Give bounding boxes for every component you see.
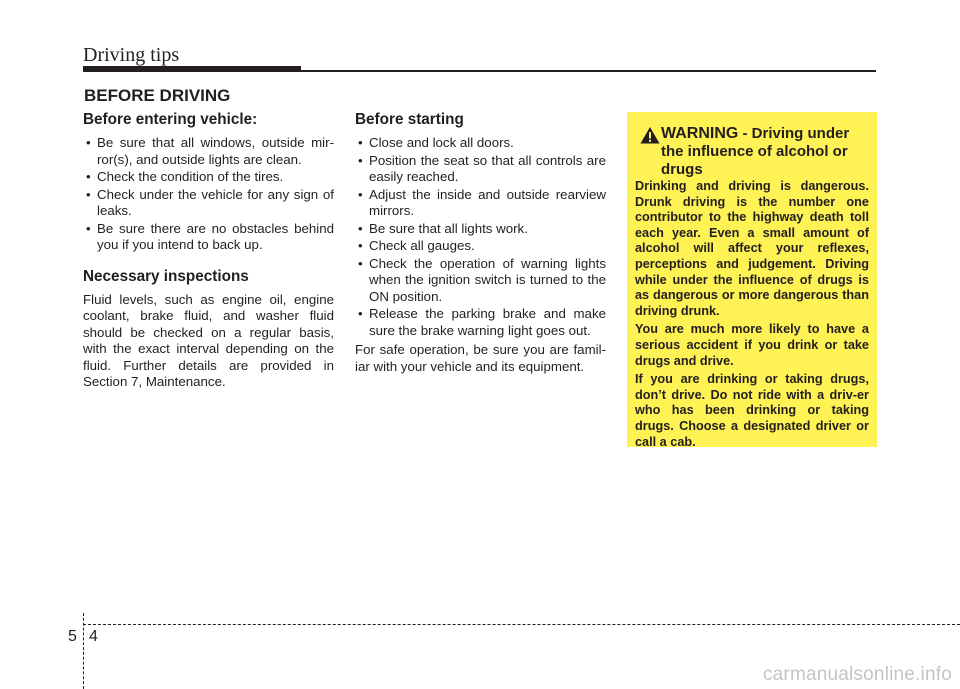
chapter-number: 5 — [68, 628, 77, 645]
list-item: • Release the parking brake and make sure the brake warning light goes out. — [358, 306, 606, 338]
bullet-icon: • — [358, 186, 363, 202]
safe-operation-note: For safe operation, be sure you are famil-iar with your vehicle and its equipment. — [355, 342, 606, 374]
warning-paragraph: Drinking and driving is dangerous. Drunk driving is the number one contributor to the highway death toll each year. Even a small amount of alcohol will affect your reflexes, perceptions and judgement. Driving while under the influence of drugs is as dangerous or more dangerous than driving drunk. — [635, 179, 869, 318]
list-item: • Check under the vehicle for any sign of leaks. — [86, 186, 334, 218]
list-item: • Check the condition of the tires. — [86, 169, 284, 184]
bullet-icon: • — [86, 186, 91, 202]
list-item: • Check the operation of warning lights when the ignition switch is turned to the ON position. — [358, 255, 606, 304]
heading-necessary-inspections: Necessary inspections — [83, 267, 249, 285]
list-item: • Adjust the inside and outside rearview mirrors. — [358, 186, 606, 218]
bullet-icon: • — [86, 135, 91, 150]
list-item: • Close and lock all doors. — [358, 135, 514, 150]
footer-rule — [83, 624, 960, 625]
page-number: 4 — [89, 628, 98, 645]
running-header: Driving tips — [83, 44, 180, 66]
bullet-icon: • — [358, 306, 363, 321]
header-rule-thin — [301, 70, 876, 72]
section-title: BEFORE DRIVING — [84, 86, 231, 105]
warning-box — [627, 112, 877, 447]
list-item: • Be sure that all lights work. — [358, 220, 528, 236]
bullet-icon: • — [358, 255, 363, 271]
bullet-icon: • — [358, 152, 363, 168]
footer-divider — [83, 613, 84, 689]
heading-before-starting: Before starting — [355, 111, 464, 128]
warning-triangle-icon — [640, 126, 660, 144]
before-starting-list — [355, 135, 606, 339]
heading-before-entering: Before entering vehicle: — [83, 111, 258, 128]
bullet-icon: • — [358, 220, 363, 236]
list-item: • Position the seat so that all controls are easily reached. — [358, 152, 606, 184]
column-middle — [355, 111, 606, 375]
column-left — [83, 111, 334, 391]
list-item: • Be sure that all windows, outside mir-ror(s), and outside lights are clean. — [86, 135, 334, 167]
before-entering-list — [83, 135, 334, 254]
list-item: • Check all gauges. — [358, 238, 475, 253]
watermark: carmanualsonline.info — [762, 664, 952, 685]
inspections-paragraph: Fluid levels, such as engine oil, engine coolant, brake fluid, and washer fluid should be checked on a regular basis, with the exact interval depending on the fluid. Further details are provided in Section 7, Maintenance. — [83, 291, 334, 389]
header-rule-thick — [83, 66, 301, 72]
bullet-icon: • — [358, 238, 363, 253]
warning-paragraph: If you are drinking or taking drugs, don’t drive. Do not ride with a driv-er who has been drinking or taking drugs. Choose a designated driver or call a cab. — [635, 372, 869, 449]
warning-title — [661, 125, 871, 179]
bullet-icon: • — [86, 220, 91, 236]
list-item: • Be sure there are no obstacles behind you if you intend to back up. — [86, 220, 334, 252]
bullet-icon: • — [358, 135, 363, 150]
warning-subtitle: - Driving under the influence of alcohol or drugs — [661, 125, 850, 178]
warning-body — [635, 179, 869, 453]
warning-label: WARNING — [661, 125, 739, 142]
bullet-icon: • — [86, 169, 91, 184]
warning-paragraph: You are much more likely to have a serious accident if you drink or take drugs and drive. — [635, 322, 869, 368]
